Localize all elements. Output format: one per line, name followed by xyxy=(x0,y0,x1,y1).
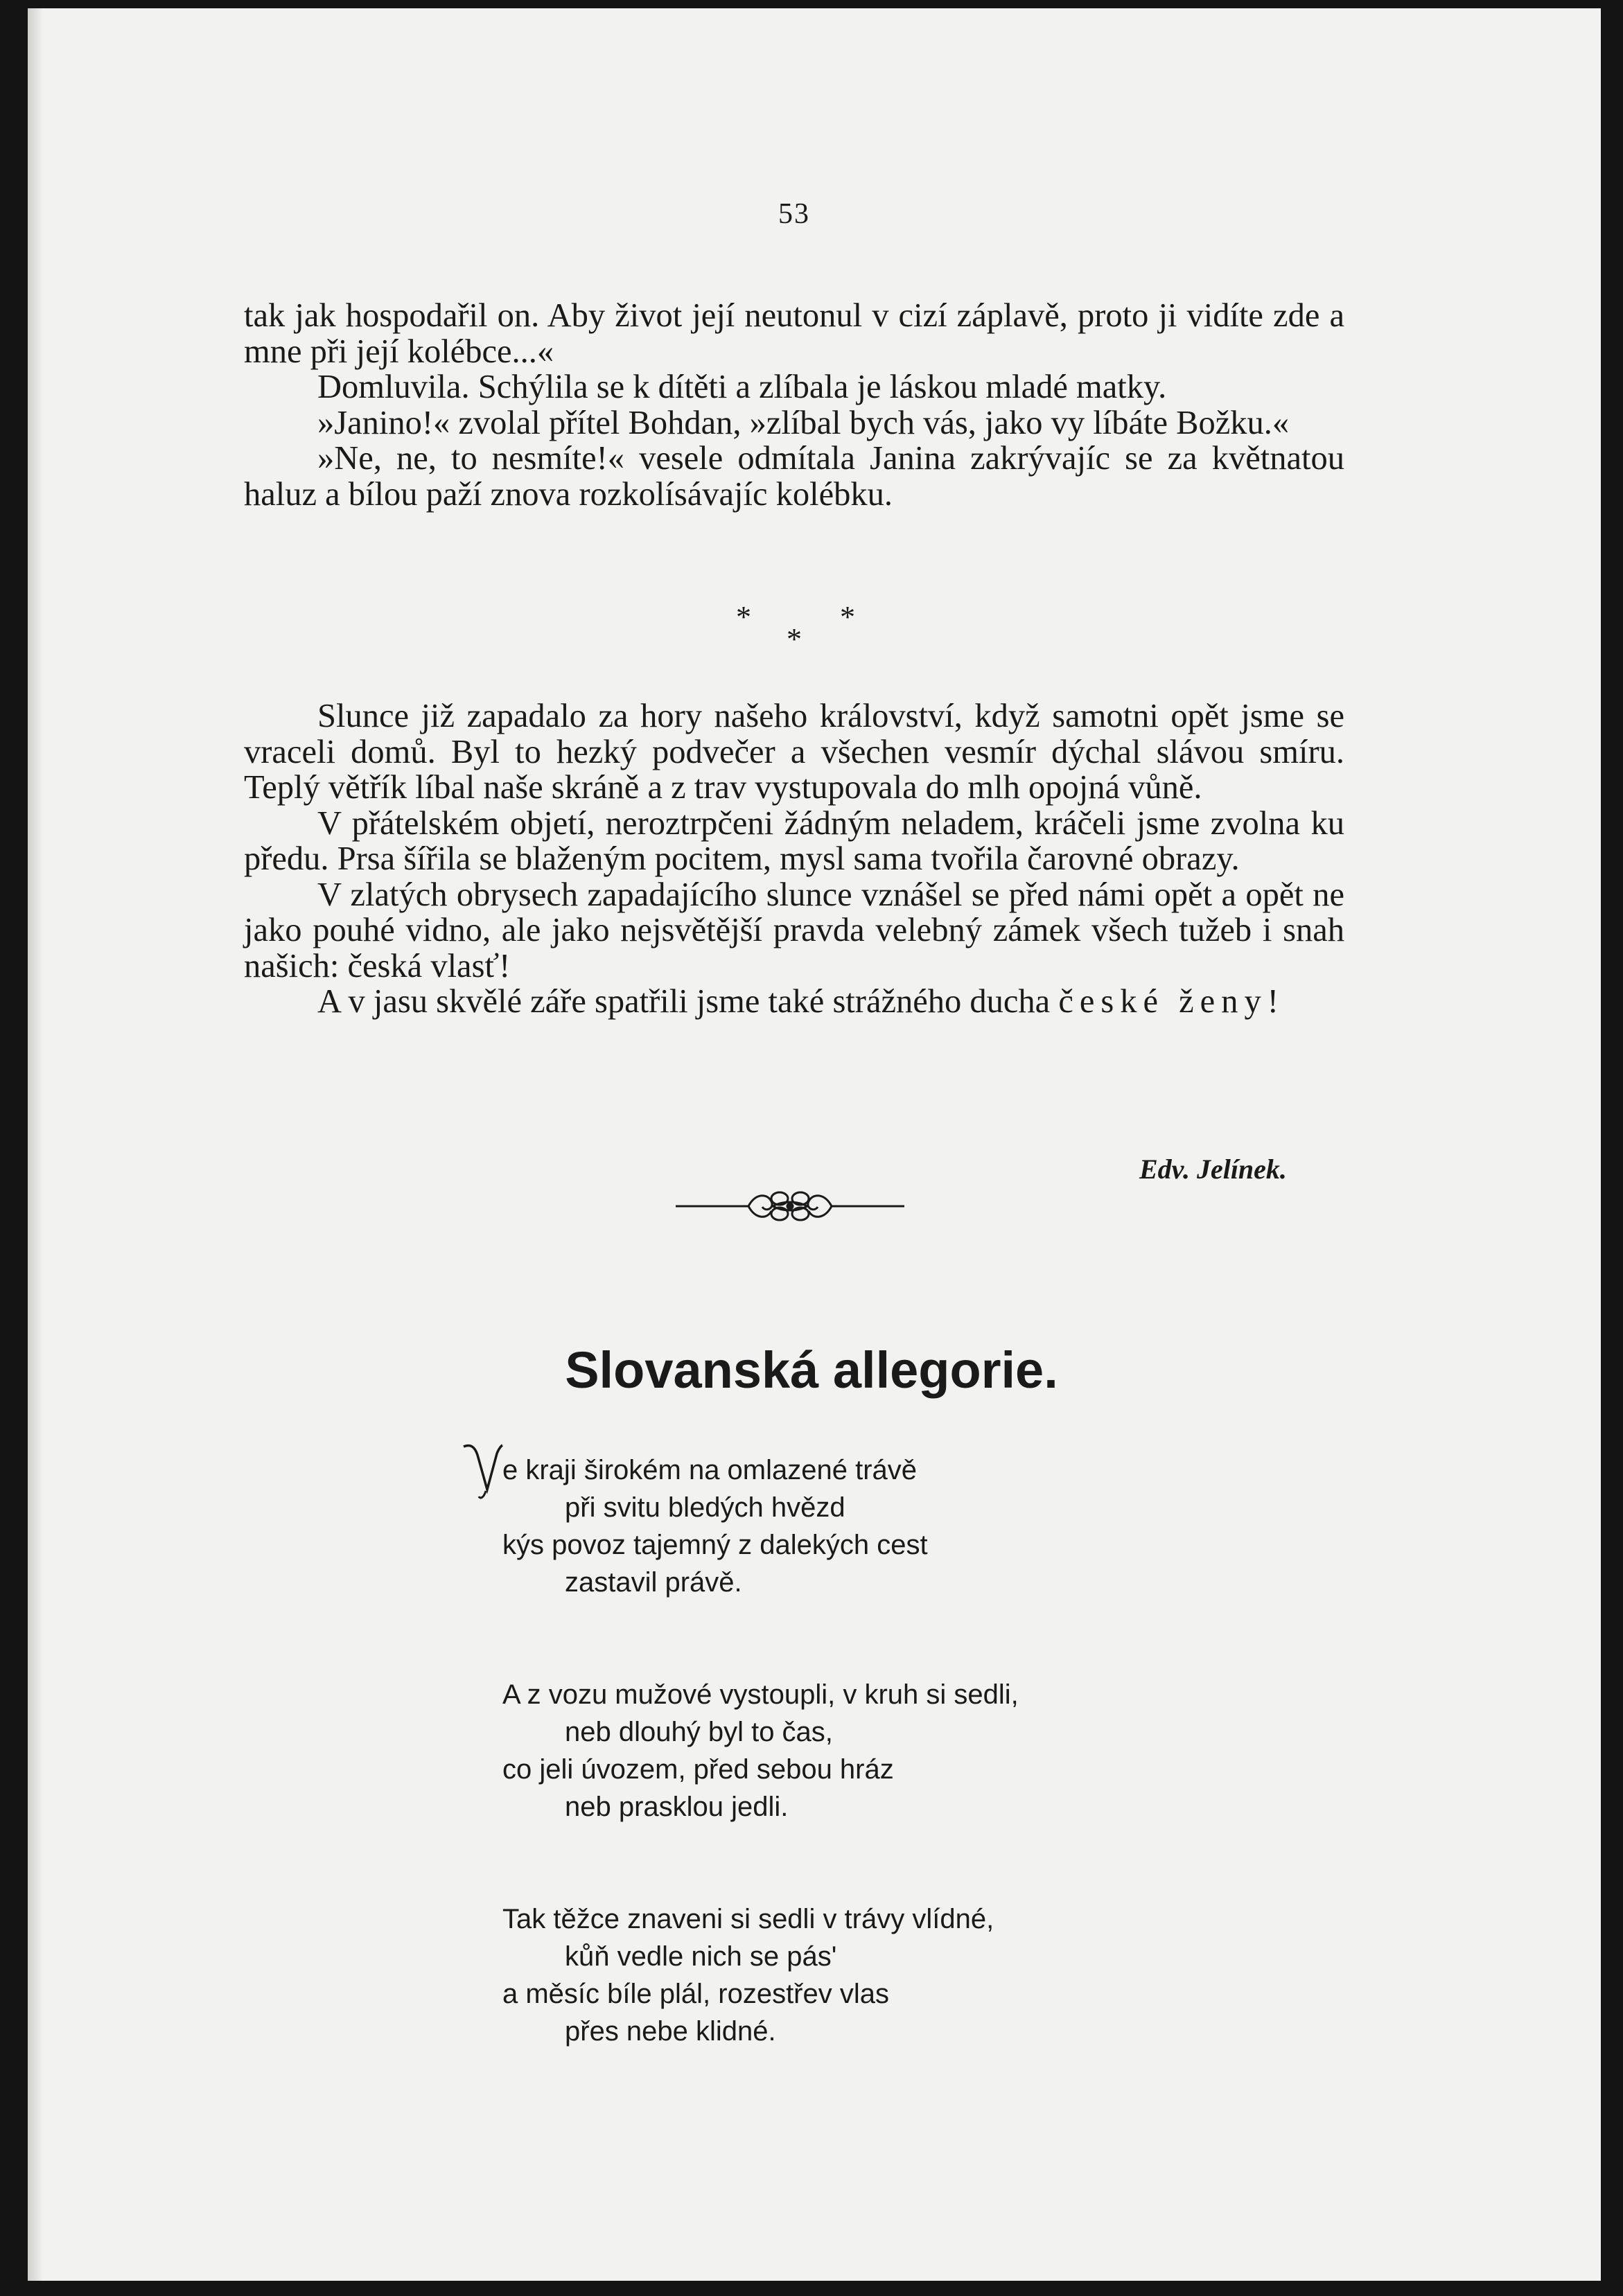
poem-line: zastavil právě. xyxy=(565,1567,742,1598)
poem-line: e kraji širokém na omlazené trávě xyxy=(502,1455,918,1485)
poem-line: a měsíc bíle plál, rozestřev vlas xyxy=(502,1979,889,2009)
drop-cap-letter: V xyxy=(461,1440,462,1441)
separator-asterisk: * xyxy=(787,622,802,656)
paragraph-text: A v jasu skvělé záře spatřili jsme také strážného ducha xyxy=(317,983,1051,1020)
paragraph: »Janino!« zvolal přítel Bohdan, »zlíbal bych vás, jako vy líbáte Božku.« xyxy=(317,404,1290,441)
drop-cap-v xyxy=(461,1440,504,1502)
paragraph: tak jak hospodařil on. Aby život její neutonul v cizí záplavě, proto ji vidíte zde a mne při její kolébce...« xyxy=(244,297,1344,370)
page-gutter xyxy=(28,8,43,2281)
poem-line: Tak těžce znaveni si sedli v trávy vlídné, xyxy=(502,1904,994,1934)
prose-section-bottom xyxy=(244,698,1344,1020)
section-separator xyxy=(721,599,873,662)
paragraph: »Ne, ne, to nesmíte!« vesele odmítala Janina zakrývajíc se za květnatou haluz a bílou paží znova rozkolísávajíc kolébku. xyxy=(244,440,1344,513)
paragraph-final xyxy=(244,984,1344,1020)
poem-line: neb dlouhý byl to čas, xyxy=(565,1717,833,1747)
poem-title: Slovanská allegorie. xyxy=(565,1341,1058,1399)
paragraph: Slunce již zapadalo za hory našeho království, když samotni opět jsme se vraceli domů. Byl to hezký podvečer a všechen vesmír dýchal slávou smíru. Teplý větřík líbal naše skráně a z trav vystupovala do mlh opojná vůně. xyxy=(244,698,1344,806)
poem-line: A z vozu mužové vystoupli, v kruh si sedli, xyxy=(502,1679,1019,1710)
paragraph-end: ! xyxy=(1267,983,1279,1020)
poem-line: při svitu bledých hvězd xyxy=(565,1492,845,1523)
ornament-divider xyxy=(676,1183,904,1229)
paragraph: V zlatých obrysech zapadajícího slunce vznášel se před námi opět a opět ne jako pouhé vidno, ale jako nejsvětější pravda velebný zámek všech tužeb i snah našich: česká vlasť! xyxy=(244,876,1344,984)
prose-section-top xyxy=(244,298,1344,512)
poem-line: kůň vedle nich se pás' xyxy=(565,1941,837,1972)
poem-line: neb prasklou jedli. xyxy=(565,1792,789,1822)
author-signature: Edv. Jelínek. xyxy=(1139,1154,1287,1185)
spaced-emphasis: české ženy xyxy=(1058,983,1267,1020)
separator-asterisk: * xyxy=(736,600,751,634)
separator-asterisk: * xyxy=(840,600,855,634)
poem-line: přes nebe klidné. xyxy=(565,2016,776,2047)
poem-body xyxy=(502,1451,1019,2050)
poem-line: kýs povoz tajemný z dalekých cest xyxy=(502,1530,928,1560)
paragraph: V přátelském objetí, neroztrpčeni žádným neladem, kráčeli jsme zvolna ku předu. Prsa šířila se blaženým pocitem, mysl sama tvořila čarovné obrazy. xyxy=(244,804,1344,877)
paragraph: Domluvila. Schýlila se k dítěti a zlíbala je láskou mladé matky. xyxy=(317,369,1167,405)
page-number: 53 xyxy=(778,198,810,230)
poem-line: co jeli úvozem, před sebou hráz xyxy=(502,1754,894,1785)
